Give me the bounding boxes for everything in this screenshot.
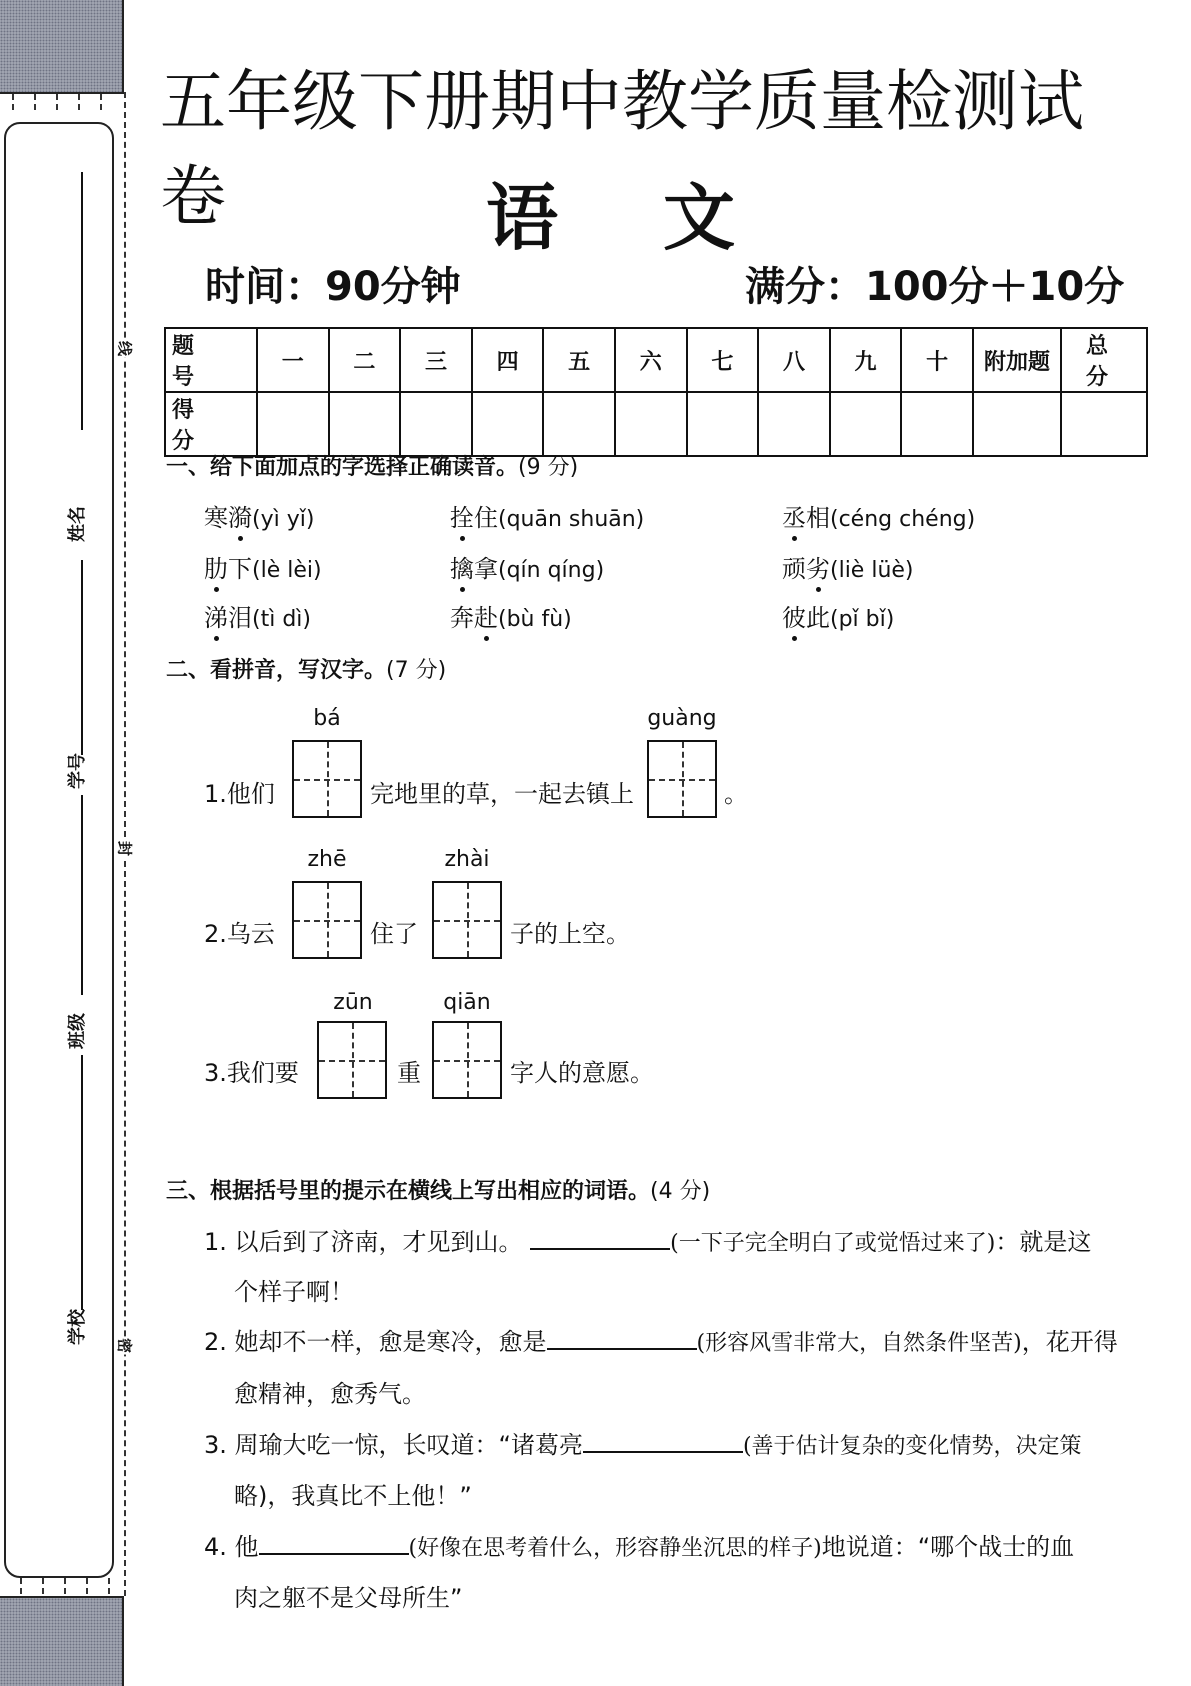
answer-blank[interactable]	[530, 1226, 670, 1250]
student-info-box	[4, 122, 114, 1578]
score-cell[interactable]	[830, 392, 902, 456]
word-part: 拿	[474, 555, 498, 583]
score-cell[interactable]	[543, 392, 615, 456]
score-cell[interactable]	[257, 392, 329, 456]
character-writing-box[interactable]	[292, 740, 362, 818]
character-writing-box[interactable]	[432, 1021, 502, 1099]
answer-blank[interactable]	[583, 1429, 743, 1453]
section2-title	[166, 653, 446, 684]
section1-points: (9 分)	[518, 455, 579, 480]
pinyin-options: (bù fù)	[498, 607, 572, 632]
score-cell-total[interactable]	[1061, 392, 1147, 456]
character-writing-box[interactable]	[292, 881, 362, 959]
exam-title: 五年级下册期中教学质量检测试卷	[160, 63, 1084, 235]
section2-title-text: 二、看拼音，写汉字。	[166, 658, 387, 683]
col-header: 十	[901, 328, 973, 392]
perforation-tick	[64, 1578, 66, 1594]
score-cell[interactable]	[687, 392, 759, 456]
perforation-tick	[56, 94, 58, 110]
col-header: 七	[687, 328, 759, 392]
score-cell[interactable]	[472, 392, 544, 456]
sentence-part: 我们要	[226, 1059, 299, 1087]
school-field-line[interactable]	[81, 1055, 83, 1310]
sentence-part: 地说道：“哪个战士的血	[821, 1533, 1075, 1561]
score-table	[164, 327, 1148, 457]
pinyin-options: (pǐ bǐ)	[830, 607, 895, 632]
answer-blank[interactable]	[547, 1326, 697, 1350]
pinyin-hint: zūn	[333, 990, 373, 1015]
dotted-character: 肋	[204, 549, 228, 584]
word-part: 顽	[782, 555, 806, 583]
character-writing-box[interactable]	[647, 740, 717, 818]
sentence-continuation: 个样子啊！	[234, 1278, 354, 1306]
col-header: 一	[257, 328, 329, 392]
col-header: 二	[329, 328, 401, 392]
sentence-part: 1. 以后到了济南，才见到山。	[204, 1228, 523, 1256]
sentence-part: 4. 他	[204, 1533, 259, 1561]
word-part: 寒	[204, 504, 228, 532]
sentence-part: 子的上空。	[510, 920, 630, 948]
question-number: 2.	[204, 920, 227, 948]
dotted-character: 涕	[204, 598, 228, 633]
col-header: 六	[615, 328, 687, 392]
dotted-character: 拴	[450, 498, 474, 533]
sentence-part: 重	[397, 1059, 421, 1087]
hint-text: (形容风雪非常大，自然条件坚苦)	[696, 1331, 1022, 1356]
word-part: 相	[806, 504, 830, 532]
pinyin-choice-item[interactable]	[782, 498, 975, 533]
margin-hatch-bottom	[0, 1596, 124, 1686]
pinyin-hint: qiān	[443, 990, 491, 1015]
sentence-part: ：就是这	[995, 1228, 1092, 1256]
col-header: 九	[830, 328, 902, 392]
pinyin-choice-item[interactable]	[782, 549, 914, 584]
score-cell[interactable]	[615, 392, 687, 456]
name-field-label: 姓名	[67, 506, 88, 542]
sentence-part: 住了	[370, 920, 418, 948]
sentence-part: 3. 周瑜大吃一惊，长叹道：“诸葛亮	[204, 1431, 583, 1459]
question-2-2-num	[204, 914, 275, 949]
sentence-part: 2. 她却不一样，愈是寒冷，愈是	[204, 1328, 547, 1356]
word-part: 下	[228, 555, 252, 583]
pinyin-options: (liè lüè)	[830, 558, 914, 583]
pinyin-choice-item[interactable]	[450, 549, 604, 584]
exam-time: 时间：90分钟	[205, 264, 461, 310]
pinyin-choice-item[interactable]	[782, 598, 894, 633]
hint-text: (好像在思考着什么，形容静坐沉思的样子)	[408, 1536, 822, 1561]
subject-title: 语 文	[485, 176, 776, 260]
dotted-character: 彼	[782, 598, 806, 633]
score-cell[interactable]	[901, 392, 973, 456]
score-cell[interactable]	[400, 392, 472, 456]
word-part: 此	[806, 604, 830, 632]
perforation-tick	[108, 1578, 110, 1594]
question-2-1-num	[204, 774, 275, 809]
question-number: 3.	[204, 1059, 227, 1087]
word-part: 住	[474, 504, 498, 532]
col-header: 三	[400, 328, 472, 392]
perforation-tick	[78, 94, 80, 110]
col-header: 五	[543, 328, 615, 392]
perforation-tick	[20, 1578, 22, 1594]
section3-points: (4 分)	[650, 1179, 711, 1204]
school-field-label: 学校	[67, 1309, 88, 1345]
section3-title	[166, 1174, 710, 1205]
pinyin-hint: bá	[313, 706, 341, 731]
perforation-tick	[34, 94, 36, 110]
pinyin-choice-item[interactable]	[204, 598, 311, 633]
pinyin-options: (quān shuān)	[498, 507, 645, 532]
pinyin-options: (tì dì)	[252, 607, 311, 632]
character-writing-box[interactable]	[432, 881, 502, 959]
question-number: 1.	[204, 780, 227, 808]
fill-blank-question	[204, 1222, 1091, 1257]
score-table-score-row	[165, 392, 1147, 456]
section2-points: (7 分)	[386, 658, 447, 683]
pinyin-choice-item[interactable]	[450, 498, 644, 533]
sentence-part: 字人的意愿。	[510, 1059, 654, 1087]
class-field-label: 班级	[67, 1013, 88, 1049]
student-id-field-label: 学号	[67, 753, 88, 789]
dotted-character: 劣	[806, 549, 830, 584]
answer-blank[interactable]	[259, 1531, 409, 1555]
pinyin-hint: zhài	[444, 847, 490, 872]
dotted-character: 赴	[474, 598, 498, 633]
fill-blank-question	[204, 1527, 1074, 1562]
perforation-tick	[42, 1578, 44, 1594]
hint-text: (一下子完全明白了或觉悟过来了)	[670, 1231, 996, 1256]
col-header: 四	[472, 328, 544, 392]
col-header: 八	[758, 328, 830, 392]
sentence-part: 乌云	[226, 920, 275, 948]
score-cell[interactable]	[329, 392, 401, 456]
score-cell[interactable]	[758, 392, 830, 456]
character-writing-box[interactable]	[317, 1021, 387, 1099]
student-id-field-line[interactable]	[81, 560, 83, 755]
sentence-part: 完地里的草，一起去镇上	[370, 780, 634, 808]
pinyin-options: (qín qíng)	[498, 558, 605, 583]
margin-hatch-top	[0, 0, 124, 94]
cut-label-secret: 密	[115, 1337, 134, 1353]
section1-title-text: 一、给下面加点的字选择正确读音。	[166, 455, 519, 480]
cut-label-line: 线	[115, 340, 134, 356]
dotted-character: 漪	[228, 498, 252, 533]
sentence-part: 他们	[226, 780, 275, 808]
word-part: 奔	[450, 604, 474, 632]
section1-title	[166, 450, 578, 481]
sentence-continuation: 略)，我真比不上他！”	[234, 1482, 472, 1510]
dotted-character: 丞	[782, 498, 806, 533]
pinyin-options: (yì yǐ)	[252, 507, 315, 532]
pinyin-options: (céng chéng)	[830, 507, 976, 532]
score-cell-bonus[interactable]	[973, 392, 1061, 456]
pinyin-choice-item[interactable]	[204, 549, 322, 584]
cut-label-seal: 封	[115, 840, 134, 856]
pinyin-choice-item[interactable]	[204, 498, 314, 533]
perforation-tick	[12, 94, 14, 110]
sentence-continuation: 肉之躯不是父母所生”	[234, 1584, 463, 1612]
question-2-3-num	[204, 1053, 299, 1088]
sentence-continuation: 愈精神，愈秀气。	[234, 1380, 426, 1408]
col-header-total: 总 分	[1061, 328, 1147, 392]
score-table-header-row	[165, 328, 1147, 392]
fill-blank-question	[204, 1425, 1082, 1460]
row-header-score: 得 分	[165, 392, 257, 456]
pinyin-hint: guàng	[647, 706, 717, 731]
hint-text: (善于估计复杂的变化情势，决定策	[742, 1434, 1082, 1459]
col-header-bonus: 附加题	[973, 328, 1061, 392]
sentence-part: 。	[724, 780, 748, 808]
word-part: 泪	[228, 604, 252, 632]
pinyin-options: (lè lèi)	[252, 558, 322, 583]
dotted-character: 擒	[450, 549, 474, 584]
perforation-tick	[86, 1578, 88, 1594]
pinyin-hint: zhē	[307, 847, 347, 872]
section3-title-text: 三、根据括号里的提示在横线上写出相应的词语。	[166, 1179, 651, 1204]
sentence-part: ，花开得	[1021, 1328, 1118, 1356]
pinyin-choice-item[interactable]	[450, 598, 572, 633]
class-field-line[interactable]	[81, 795, 83, 995]
row-header-question-number: 题 号	[165, 328, 257, 392]
full-score: 满分：100分＋10分	[745, 264, 1125, 310]
perforation-tick	[100, 94, 102, 110]
fill-blank-question	[204, 1322, 1118, 1357]
